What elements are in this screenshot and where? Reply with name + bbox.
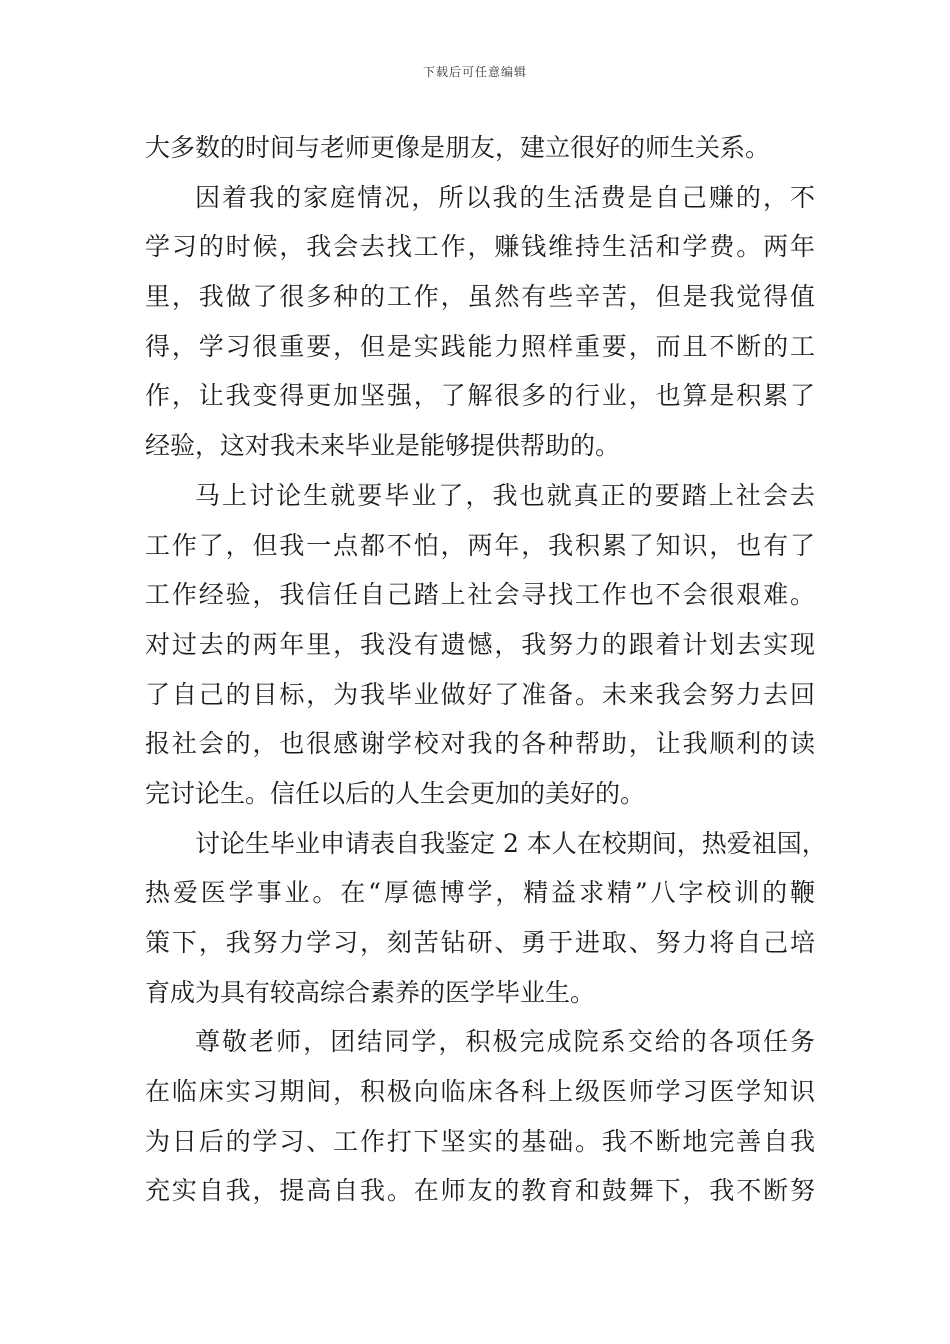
paragraph-line: 工作经验，我信任自己踏上社会寻找工作也不会很艰难。 [145,580,815,610]
paragraph-line: 马上讨论生就要毕业了，我也就真正的要踏上社会去 [195,480,815,510]
paragraph-line: 了自己的目标，为我毕业做好了准备。未来我会努力去回 [145,679,815,709]
paragraph-line: 在临床实习期间，积极向临床各科上级医师学习医学知识 [145,1077,815,1107]
page-header: 下载后可任意编辑 [422,65,527,79]
paragraph-line: 得，学习很重要，但是实践能力照样重要，而且不断的工 [145,331,815,361]
paragraph-line: 策下，我努力学习，刻苦钻研、勇于进取、努力将自己培 [145,928,815,957]
paragraph-line: 学习的时候，我会去找工作，赚钱维持生活和学费。两年 [145,232,815,262]
paragraph-line: 完讨论生。信任以后的人生会更加的美好的。 [145,778,646,808]
paragraph-line: 工作了，但我一点都不怕，两年，我积累了知识，也有了 [145,530,815,560]
paragraph-line: 热爱医学事业。在“厚德博学，精益求精”八字校训的鞭 [145,878,815,908]
paragraph-line: 经验，这对我未来毕业是能够提供帮助的。 [145,431,621,461]
paragraph-line: 因着我的家庭情况，所以我的生活费是自己赚的，不 [195,182,815,212]
paragraph-line: 里，我做了很多种的工作，虽然有些辛苦，但是我觉得值 [145,282,815,312]
paragraph-line: 尊敬老师，团结同学，积极完成院系交给的各项任务 [195,1027,815,1057]
paragraph-line: 大多数的时间与老师更像是朋友，建立很好的师生关系。 [145,133,771,162]
paragraph-line: 为日后的学习、工作打下坚实的基础。我不断地完善自我 [145,1126,815,1156]
paragraph-line: 作，让我变得更加坚强，了解很多的行业，也算是积累了 [145,381,815,411]
paragraph-line: 育成为具有较高综合素养的医学毕业生。 [145,977,596,1007]
document-body [145,123,827,1216]
paragraph-line: 报社会的，也很感谢学校对我的各种帮助，让我顺利的读 [145,729,815,759]
paragraph-line: 讨论生毕业申请表自我鉴定 2 本人在校期间，热爱祖国， [195,828,827,858]
paragraph-line: 对过去的两年里，我没有遗憾，我努力的跟着计划去实现 [145,629,815,659]
paragraph-line: 充实自我，提高自我。在师友的教育和鼓舞下，我不断努 [145,1176,815,1206]
